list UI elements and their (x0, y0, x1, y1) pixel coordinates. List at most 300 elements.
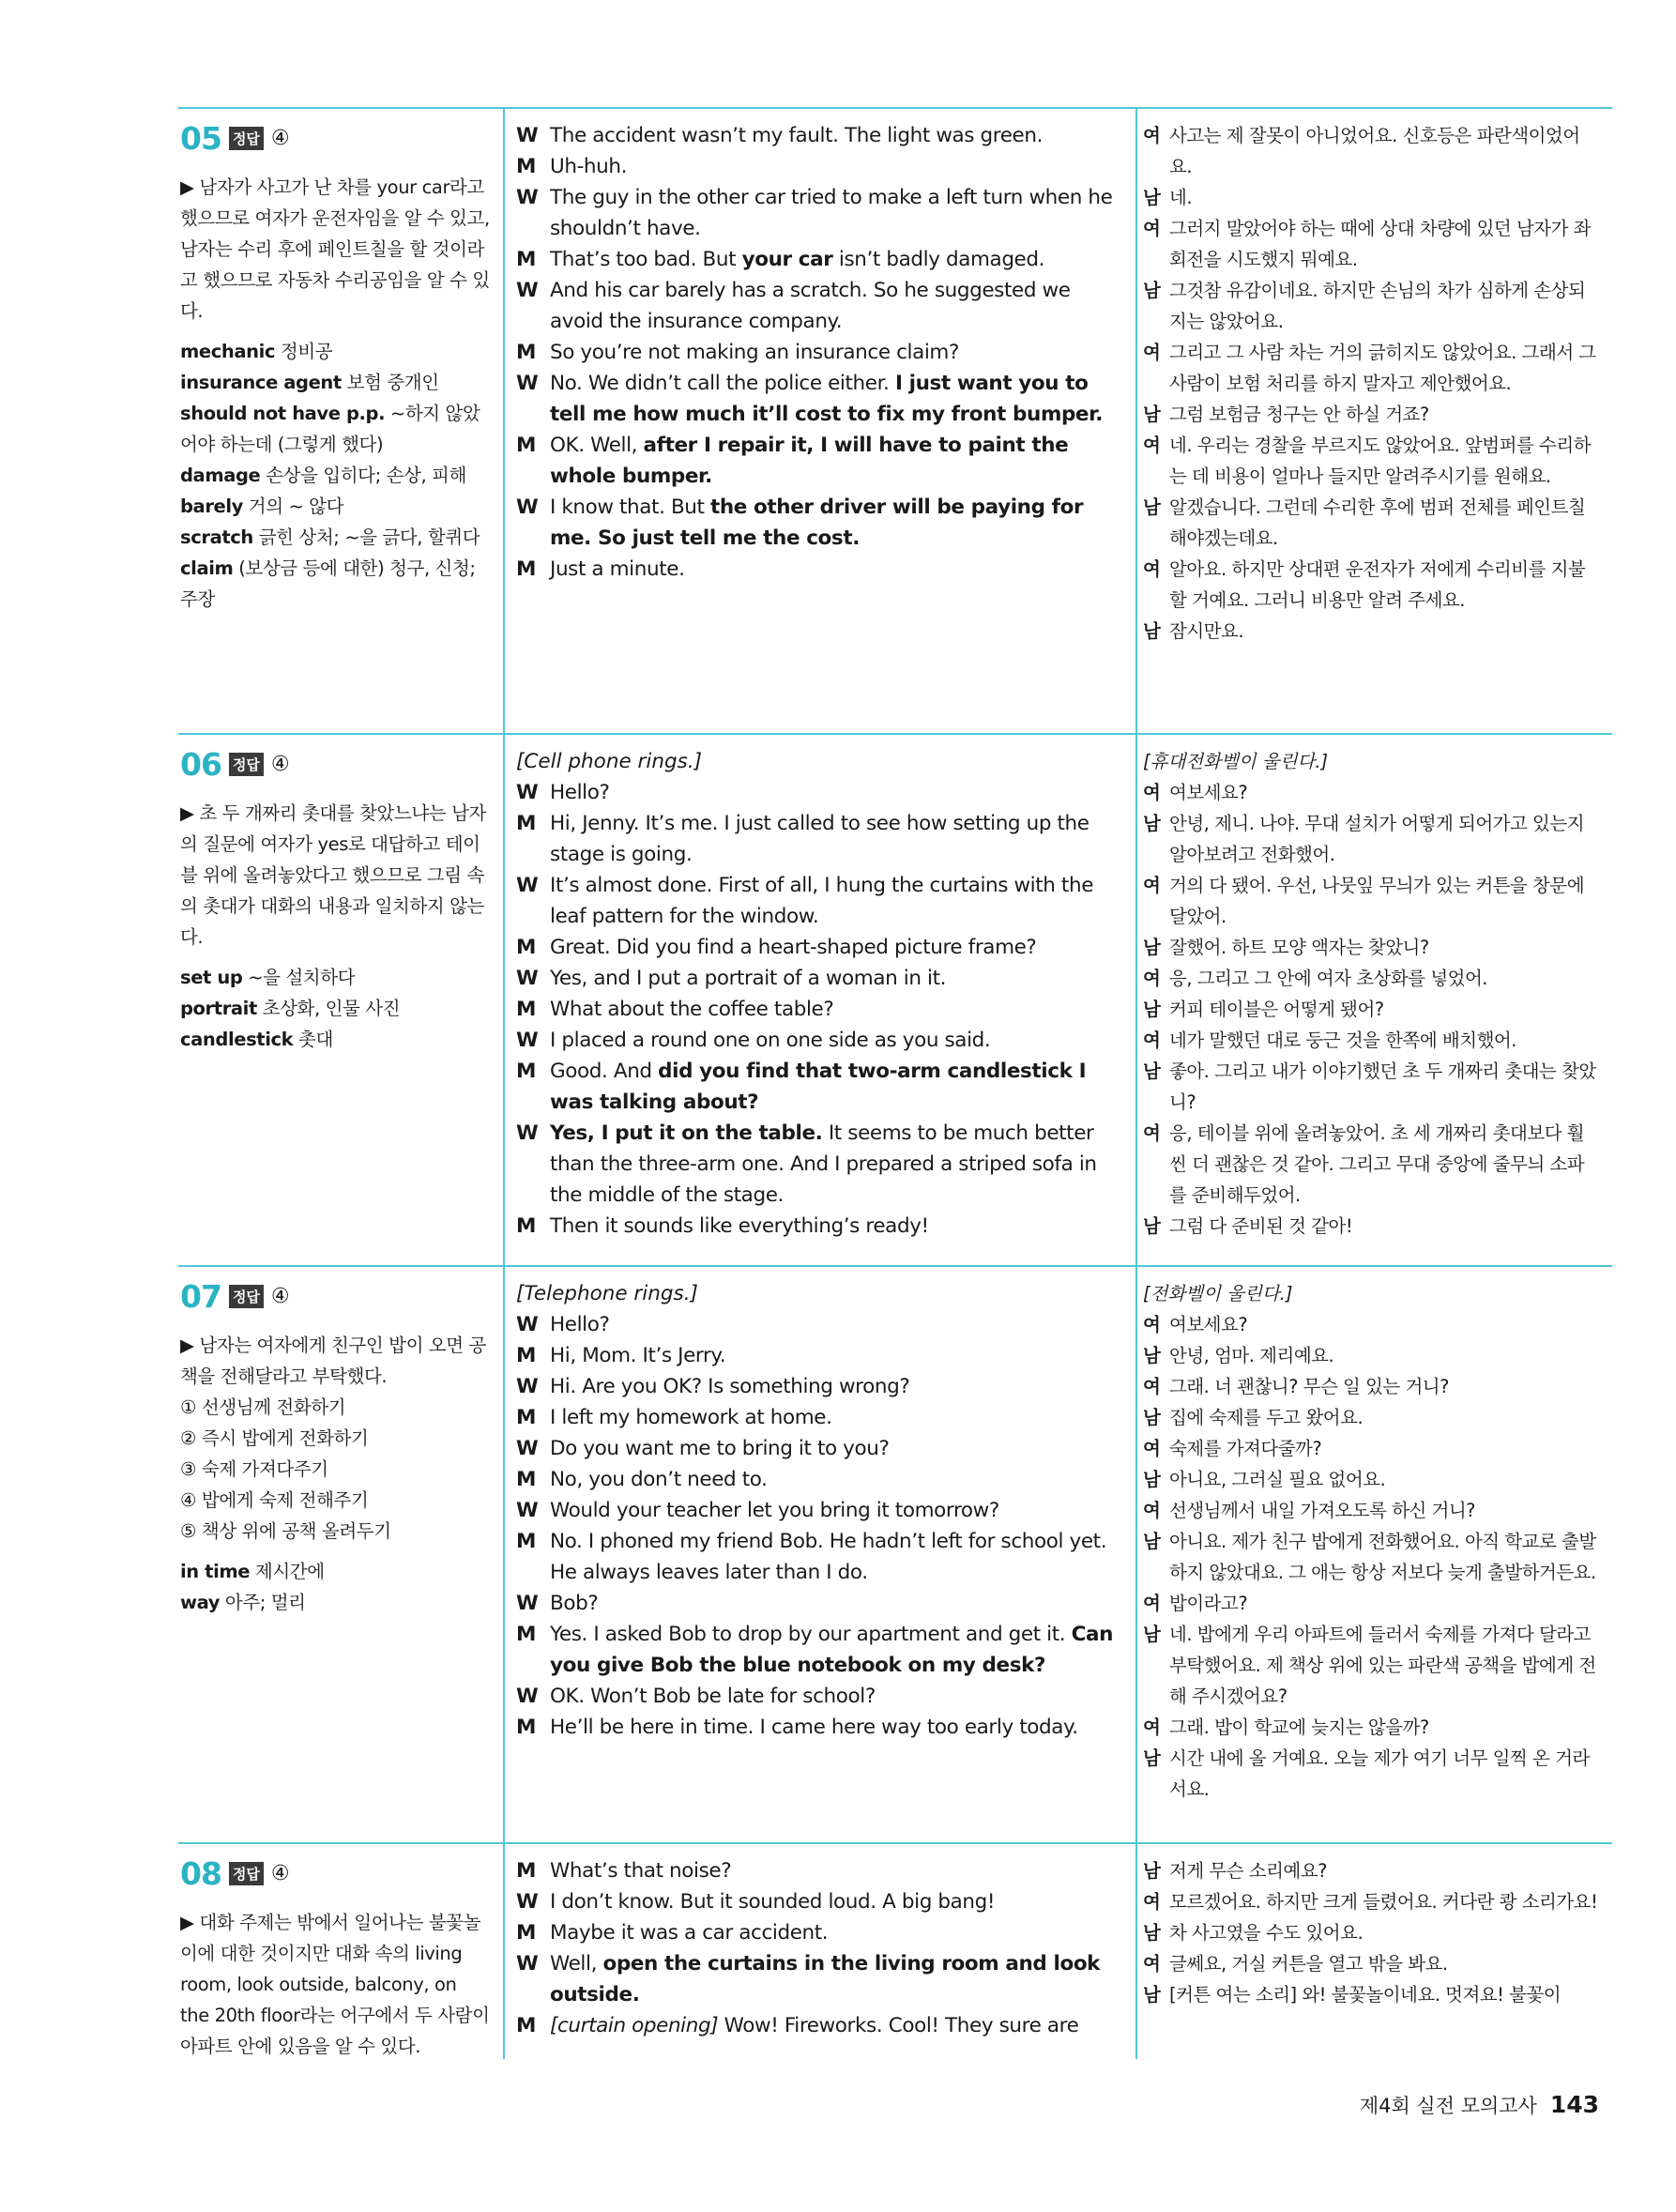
vocab-list (180, 1556, 490, 1618)
speaker-label: M (516, 1921, 536, 1945)
text-run: What about the coffee table? (550, 998, 834, 1021)
vocab-item (180, 336, 490, 367)
translation-line (1143, 1712, 1599, 1743)
dialogue-line (516, 244, 1126, 275)
speaker-label: 남 (1143, 1860, 1161, 1882)
dialogue-line (516, 1309, 1126, 1340)
speaker-label: M (516, 341, 536, 364)
speaker-label: 여 (1143, 1030, 1161, 1051)
translation-line (1143, 1743, 1599, 1805)
dialogue-lines (516, 777, 1126, 1242)
key-phrase: your car (741, 248, 833, 271)
speaker-label: M (516, 1530, 536, 1553)
translation-text: 응, 테이블 위에 올려놓았어. 초 세 개짜리 촛대보다 훨씬 더 괜찮은 것 같아. 그리고 무대 중앙에 줄무늬 소파를 준비해두었어. (1169, 1122, 1585, 1206)
translation-line (1143, 1917, 1599, 1948)
speaker-label: W (516, 186, 539, 209)
dialogue-line (516, 151, 1126, 182)
q07-dialogue (516, 1278, 1126, 1743)
text-run: Hello? (550, 1313, 610, 1336)
dialogue-line (516, 1025, 1126, 1056)
translation-line (1143, 1855, 1599, 1886)
translation-text: 그래. 밥이 학교에 늦지는 않을까? (1169, 1716, 1429, 1738)
vocab-term: way (180, 1592, 221, 1613)
dialogue-line (516, 492, 1126, 554)
text-run: I placed a round one on one side as you said. (550, 1029, 991, 1052)
vocab-item (180, 1024, 490, 1055)
key-phrase: Can you give Bob the blue notebook on my desk? (550, 1623, 1114, 1677)
speaker-label: M (516, 1214, 536, 1238)
option-item: ③ 숙제 가져다주기 (180, 1458, 328, 1480)
translation-text: 저게 무슨 소리예요? (1169, 1860, 1327, 1882)
dialogue-text (550, 1886, 1126, 1917)
text-run: Hi, Jenny. It’s me. I just called to see how setting up the stage is going. (550, 812, 1089, 866)
speaker-label: 남 (1143, 813, 1161, 834)
speaker-label: M (516, 2014, 536, 2037)
answer-value: ④ (270, 127, 290, 150)
translation-text: 그럼 보험금 청구는 안 하실 거죠? (1169, 404, 1429, 425)
translation-text: [커튼 여는 소리] 와! 불꽃놀이네요. 멋져요! 불꽃이 (1169, 1984, 1562, 2006)
vocab-definition: 긁힌 상처; ~을 긁다, 할퀴다 (252, 526, 480, 548)
translation-text: 아니요. 제가 친구 밥에게 전화했어요. 아직 학교로 출발하지 않았대요. 그 애는 항상 저보다 늦게 출발하거든요. (1169, 1531, 1596, 1583)
rule-q08 (178, 1842, 1612, 1844)
speaker-label: M (516, 1716, 536, 1739)
dialogue-line (516, 1118, 1126, 1211)
text-run: No. We didn’t call the police either. (550, 372, 895, 395)
translation-text: 그래. 너 괜찮니? 무슨 일 있는 거니? (1169, 1376, 1449, 1397)
dialogue-line (516, 1056, 1126, 1118)
speaker-label: 여 (1143, 1314, 1161, 1335)
stage-direction-korean: [휴대전화벨이 울린다.] (1143, 751, 1329, 772)
speaker-label: 여 (1143, 782, 1161, 803)
vocab-list (180, 336, 490, 615)
speaker-label: 남 (1143, 1747, 1161, 1769)
translation-text: 잠시만요. (1169, 620, 1244, 642)
translation-text: 숙제를 가져다줄까? (1169, 1438, 1322, 1459)
speaker-label: 남 (1143, 1984, 1161, 2006)
q08-explanation-panel (180, 1855, 490, 2071)
translation-line (1143, 1402, 1599, 1433)
text-run: And his car barely has a scratch. So he suggested we avoid the insurance company. (550, 279, 1071, 333)
text-run: I left my homework at home. (550, 1406, 832, 1429)
vocab-definition: 촛대 (293, 1029, 333, 1050)
translation-line (1143, 1433, 1599, 1464)
speaker-label: M (516, 434, 536, 457)
text-run: The guy in the other car tried to make a left turn when he shouldn’t have. (550, 186, 1113, 240)
vocab-term: damage (180, 465, 261, 486)
rule-q06 (178, 733, 1612, 735)
dialogue-text (550, 1464, 1126, 1495)
translation-line (1143, 1025, 1599, 1056)
dialogue-line (516, 337, 1126, 368)
dialogue-text (550, 1526, 1126, 1588)
dialogue-line (516, 870, 1126, 932)
dialogue-text (550, 963, 1126, 994)
text-run: [curtain opening] (550, 2014, 719, 2037)
speaker-label: 여 (1143, 1438, 1161, 1459)
vocab-term: insurance agent (180, 372, 342, 393)
vocab-definition: ~을 설치하다 (242, 967, 356, 988)
text-run: The accident wasn’t my fault. The light was green. (550, 124, 1044, 147)
dialogue-text (550, 275, 1126, 337)
speaker-label: 남 (1143, 1060, 1161, 1082)
vocab-term: barely (180, 496, 243, 517)
question-number: 05 (180, 120, 221, 157)
vocab-item (180, 553, 490, 615)
speaker-label: 여 (1143, 435, 1161, 456)
dialogue-text (550, 337, 1126, 368)
q05-explanation-panel (180, 120, 490, 615)
answer-badge: 정답 (229, 753, 264, 776)
speaker-label: W (516, 1375, 539, 1398)
translation-line (1143, 492, 1599, 554)
dialogue-text (550, 120, 1126, 151)
translation-line (1143, 120, 1599, 182)
vocab-item (180, 1587, 490, 1618)
translation-text: 여보세요? (1169, 1314, 1248, 1335)
translation-text: 네. 우리는 경찰을 부르지도 않았어요. 앞범퍼를 수리하는 데 비용이 얼마나 들지만 알려주시기를 원해요. (1169, 435, 1592, 487)
text-run: I know that. But (550, 496, 710, 519)
translation-text: 집에 숙제를 두고 왔어요. (1169, 1407, 1364, 1428)
dialogue-text (550, 244, 1126, 275)
translation-lines (1143, 1309, 1599, 1805)
speaker-label: W (516, 1952, 539, 1976)
translation-line (1143, 213, 1599, 275)
translation-text: 네가 말했던 대로 둥근 것을 한쪽에 배치했어. (1169, 1030, 1516, 1051)
vocab-definition: 제시간에 (250, 1561, 325, 1582)
translation-line (1143, 182, 1599, 213)
vocab-definition: 초상화, 인물 사진 (256, 998, 401, 1019)
text-run: Yes. I asked Bob to drop by our apartment and get it. (550, 1623, 1072, 1646)
rule-top (178, 107, 1612, 109)
speaker-label: 여 (1143, 558, 1161, 580)
translation-line (1143, 554, 1599, 616)
translation-text: 좋아. 그리고 내가 이야기했던 초 두 개짜리 촛대는 찾았니? (1169, 1060, 1596, 1113)
translation-line (1143, 1056, 1599, 1118)
answer-badge: 정답 (229, 127, 264, 150)
speaker-label: 남 (1143, 1531, 1161, 1552)
dialogue-text (550, 151, 1126, 182)
speaker-label: 남 (1143, 280, 1161, 301)
translation-text: 그리고 그 사람 차는 거의 긁히지도 않았어요. 그래서 그 사람이 보험 처리를 하지 말자고 제안했어요. (1169, 342, 1596, 394)
speaker-label: 남 (1143, 1624, 1161, 1645)
vocab-item (180, 1556, 490, 1587)
translation-text: 그러지 말았어야 하는 때에 상대 차량에 있던 남자가 좌회전을 시도했지 뭐예요. (1169, 218, 1592, 270)
speaker-label: W (516, 1592, 539, 1615)
speaker-label: W (516, 279, 539, 302)
speaker-label: W (516, 1437, 539, 1460)
q05-dialogue (516, 120, 1126, 585)
answer-badge: 정답 (229, 1862, 264, 1885)
text-run: Well, (550, 1952, 603, 1976)
translation-text: 시간 내에 올 거예요. 오늘 제가 여기 너무 일찍 온 거라서요. (1169, 1747, 1590, 1800)
dialogue-text (550, 1681, 1126, 1712)
translation-line (1143, 1211, 1599, 1242)
text-run: Uh-huh. (550, 155, 628, 178)
q08-dialogue (516, 1855, 1126, 2041)
dialogue-text (550, 1433, 1126, 1464)
speaker-label: W (516, 781, 539, 804)
translation-line (1143, 430, 1599, 492)
translation-line (1143, 994, 1599, 1025)
translation-line (1143, 399, 1599, 430)
dialogue-text (550, 1118, 1126, 1211)
speaker-label: 여 (1143, 1500, 1161, 1521)
text-run: Bob? (550, 1592, 599, 1615)
answer-value: ④ (270, 1862, 290, 1885)
dialogue-line (516, 1917, 1126, 1948)
text-run: Then it sounds like everything’s ready! (550, 1214, 929, 1238)
vocab-term: claim (180, 557, 234, 579)
explanation-text: ▶ 초 두 개짜리 촛대를 찾았느냐는 남자의 질문에 여자가 yes로 대답하고 테이블 위에 올려놓았다고 했으므로 그림 속의 촛대가 대화의 내용과 일치하지 않는다. (180, 802, 486, 948)
speaker-label: W (516, 1499, 539, 1522)
dialogue-line (516, 368, 1126, 430)
page-number: 143 (1549, 2091, 1599, 2118)
translation-text: 안녕, 엄마. 제리예요. (1169, 1345, 1334, 1366)
speaker-label: M (516, 155, 536, 178)
text-run: Maybe it was a car accident. (550, 1921, 829, 1945)
vocab-term: should not have p.p. (180, 403, 386, 424)
speaker-label: 남 (1143, 620, 1161, 642)
translation-text: 커피 테이블은 어떻게 됐어? (1169, 999, 1384, 1020)
speaker-label: M (516, 248, 536, 271)
option-item: ⑤ 책상 위에 공책 올려두기 (180, 1520, 391, 1542)
dialogue-text (550, 182, 1126, 244)
speaker-label: W (516, 1121, 539, 1145)
dialogue-text (550, 777, 1126, 808)
dialogue-text (550, 932, 1126, 963)
speaker-label: M (516, 557, 536, 581)
translation-line (1143, 1886, 1599, 1917)
explanation-text: ▶ 남자가 사고가 난 차를 your car라고 했으므로 여자가 운전자임을 알 수 있고, 남자는 수리 후에 페인트칠을 할 것이라고 했으므로 자동차 수리공임을 알 수 있다. (180, 176, 490, 322)
speaker-label: 여 (1143, 968, 1161, 989)
speaker-label: 여 (1143, 1376, 1161, 1397)
vocab-definition: 보험 중개인 (341, 372, 439, 393)
vocab-term: mechanic (180, 341, 276, 362)
text-run: No. I phoned my friend Bob. He hadn’t left for school yet. He always leaves later than I do. (550, 1530, 1107, 1584)
dialogue-line (516, 1681, 1126, 1712)
vocab-definition: 정비공 (275, 341, 333, 362)
translation-lines (1143, 777, 1599, 1242)
speaker-label: 여 (1143, 1891, 1161, 1913)
speaker-label: 남 (1143, 187, 1161, 208)
vocab-definition: 거의 ~ 않다 (242, 496, 344, 517)
translation-line (1143, 1948, 1599, 1979)
explanation-text: ▶ 남자는 여자에게 친구인 밥이 오면 공책을 전해달라고 부탁했다. (180, 1335, 486, 1387)
key-phrase: the other driver will be paying for me. So just tell me the cost. (550, 496, 1084, 550)
speaker-label: W (516, 874, 539, 897)
translation-line (1143, 337, 1599, 399)
speaker-label: M (516, 1406, 536, 1429)
translation-line (1143, 1619, 1599, 1712)
dialogue-line (516, 554, 1126, 585)
translation-text: 알아요. 하지만 상대편 운전자가 저에게 수리비를 지불할 거예요. 그러니 비용만 알려 주세요. (1169, 558, 1586, 611)
dialogue-text (550, 994, 1126, 1025)
vocab-item (180, 367, 490, 398)
dialogue-line (516, 808, 1126, 870)
translation-text: 거의 다 됐어. 우선, 나뭇잎 무늬가 있는 커튼을 창문에 달았어. (1169, 875, 1585, 927)
dialogue-text (550, 554, 1126, 585)
vocab-term: in time (180, 1561, 251, 1582)
text-run: Just a minute. (550, 557, 685, 581)
vocab-term: portrait (180, 998, 257, 1019)
vocab-item (180, 398, 490, 460)
text-run: Wow! Fireworks. Cool! They sure are (718, 2014, 1079, 2037)
dialogue-text (550, 1855, 1126, 1886)
vocab-item (180, 460, 490, 491)
text-run: No, you don’t need to. (550, 1468, 768, 1491)
dialogue-text (550, 430, 1126, 492)
speaker-label: 여 (1143, 875, 1161, 896)
dialogue-text (550, 1917, 1126, 1948)
question-number: 08 (180, 1855, 221, 1892)
text-run: So you’re not making an insurance claim? (550, 341, 959, 364)
translation-text: 차 사고였을 수도 있어요. (1169, 1922, 1364, 1944)
speaker-label: 남 (1143, 937, 1161, 958)
answer-value: ④ (270, 753, 290, 776)
dialogue-line (516, 430, 1126, 492)
column-divider-2 (1135, 107, 1137, 2059)
q06-translation (1143, 746, 1599, 1242)
option-item: ① 선생님께 전화하기 (180, 1396, 346, 1418)
translation-text: 안녕, 제니. 나야. 무대 설치가 어떻게 되어가고 있는지 알아보려고 전화했어. (1169, 813, 1585, 865)
key-phrase: after I repair it, I will have to paint the whole bumper. (550, 434, 1069, 488)
text-run: isn’t badly damaged. (832, 248, 1045, 271)
vocab-item (180, 522, 490, 553)
vocab-term: set up (180, 967, 243, 988)
q08-translation (1143, 1855, 1599, 2010)
speaker-label: 남 (1143, 1469, 1161, 1490)
translation-line (1143, 1495, 1599, 1526)
speaker-label: 남 (1143, 999, 1161, 1020)
text-run: Good. And (550, 1060, 659, 1083)
dialogue-text (550, 1309, 1126, 1340)
page-footer (1360, 2091, 1599, 2119)
dialogue-text (550, 1712, 1126, 1743)
speaker-label: W (516, 372, 539, 395)
dialogue-text (550, 1371, 1126, 1402)
speaker-label: 남 (1143, 404, 1161, 425)
speaker-label: 남 (1143, 496, 1161, 518)
dialogue-line (516, 2010, 1126, 2041)
dialogue-line (516, 1433, 1126, 1464)
q07-explanation-panel (180, 1278, 490, 1618)
speaker-label: 여 (1143, 1122, 1161, 1144)
translation-text: 아니요, 그러실 필요 없어요. (1169, 1469, 1386, 1490)
text-run: Great. Did you find a heart-shaped picture frame? (550, 936, 1037, 959)
translation-line (1143, 1340, 1599, 1371)
translation-line (1143, 777, 1599, 808)
text-run: Do you want me to bring it to you? (550, 1437, 890, 1460)
speaker-label: M (516, 1468, 536, 1491)
dialogue-line (516, 994, 1126, 1025)
dialogue-line (516, 1211, 1126, 1242)
text-run: Yes, and I put a portrait of a woman in it. (550, 967, 947, 990)
translation-line (1143, 870, 1599, 932)
translation-text: 사고는 제 잘못이 아니었어요. 신호등은 파란색이었어요. (1169, 125, 1580, 177)
vocab-list (180, 962, 490, 1055)
dialogue-line (516, 1495, 1126, 1526)
key-phrase: did you find that two-arm candlestick I was talking about? (550, 1060, 1087, 1114)
translation-line (1143, 616, 1599, 647)
dialogue-text (550, 1495, 1126, 1526)
vocab-term: candlestick (180, 1029, 294, 1050)
speaker-label: 여 (1143, 1716, 1161, 1738)
translation-line (1143, 275, 1599, 337)
speaker-label: M (516, 936, 536, 959)
speaker-label: M (516, 1623, 536, 1646)
translation-line (1143, 1588, 1599, 1619)
translation-line (1143, 1118, 1599, 1211)
dialogue-text (550, 1056, 1126, 1118)
stage-direction: [Cell phone rings.] (516, 750, 703, 773)
text-run: What’s that noise? (550, 1859, 732, 1883)
explanation-text: ▶ 대화 주제는 밖에서 일어나는 불꽃놀이에 대한 것이지만 대화 속의 living room, look outside, balcony, on the 20th floor라는 어구에서 두 사람이 아파트 안에 있음을 알 수 있다. (180, 1912, 490, 2057)
q06-dialogue (516, 746, 1126, 1242)
speaker-label: 여 (1143, 1593, 1161, 1614)
test-title: 제4회 실전 모의고사 (1359, 2095, 1537, 2117)
speaker-label: M (516, 812, 536, 835)
vocab-item (180, 993, 490, 1024)
translation-text: 그것참 유감이네요. 하지만 손님의 차가 심하게 손상되지는 않았어요. (1169, 280, 1586, 332)
translation-text: 네. 밥에게 우리 아파트에 들러서 숙제를 가져다 달라고 부탁했어요. 제 책상 위에 있는 파란색 공책을 밥에게 전해 주시겠어요? (1169, 1624, 1596, 1707)
dialogue-line (516, 182, 1126, 244)
speaker-label: 남 (1143, 1407, 1161, 1428)
translation-text: 잘했어. 하트 모양 액자는 찾았니? (1169, 937, 1429, 958)
speaker-label: 남 (1143, 1215, 1161, 1237)
speaker-label: 여 (1143, 1953, 1161, 1975)
dialogue-text (550, 870, 1126, 932)
option-item: ④ 밥에게 숙제 전해주기 (180, 1489, 369, 1511)
dialogue-text (550, 1948, 1126, 2010)
dialogue-text (550, 1340, 1126, 1371)
answer-badge: 정답 (229, 1285, 264, 1308)
speaker-label: 남 (1143, 1345, 1161, 1366)
speaker-label: W (516, 967, 539, 990)
key-phrase: I just want you to tell me how much it’ll cost to fix my front bumper. (550, 372, 1104, 426)
stage-direction: [Telephone rings.] (516, 1282, 698, 1305)
column-divider-1 (503, 107, 505, 2059)
translation-text: 네. (1169, 187, 1193, 208)
q07-translation (1143, 1278, 1599, 1805)
answer-value: ④ (270, 1285, 290, 1308)
speaker-label: W (516, 1029, 539, 1052)
dialogue-text (550, 1619, 1126, 1681)
vocab-item (180, 962, 490, 993)
dialogue-line (516, 120, 1126, 151)
dialogue-text (550, 1025, 1126, 1056)
dialogue-text (550, 1211, 1126, 1242)
stage-direction-korean: [전화벨이 울린다.] (1143, 1283, 1293, 1304)
translation-text: 여보세요? (1169, 782, 1248, 803)
translation-text: 응, 그리고 그 안에 여자 초상화를 넣었어. (1169, 968, 1487, 989)
speaker-label: W (516, 1685, 539, 1708)
translation-text: 그럼 다 준비된 것 같아! (1169, 1215, 1353, 1237)
text-run: Hi, Mom. It’s Jerry. (550, 1344, 726, 1367)
translation-text: 밥이라고? (1169, 1593, 1248, 1614)
dialogue-line (516, 1526, 1126, 1588)
dialogue-text (550, 1402, 1126, 1433)
dialogue-line (516, 1402, 1126, 1433)
text-run: It’s almost done. First of all, I hung the curtains with the leaf pattern for the window. (550, 874, 1094, 928)
dialogue-line (516, 1371, 1126, 1402)
dialogue-text (550, 492, 1126, 554)
dialogue-line (516, 932, 1126, 963)
speaker-label: W (516, 1313, 539, 1336)
vocab-definition: ~하지 않았어야 하는데 (그렇게 했다) (180, 403, 480, 455)
speaker-label: 남 (1143, 1922, 1161, 1944)
text-run: OK. Well, (550, 434, 644, 457)
dialogue-text (550, 368, 1126, 430)
